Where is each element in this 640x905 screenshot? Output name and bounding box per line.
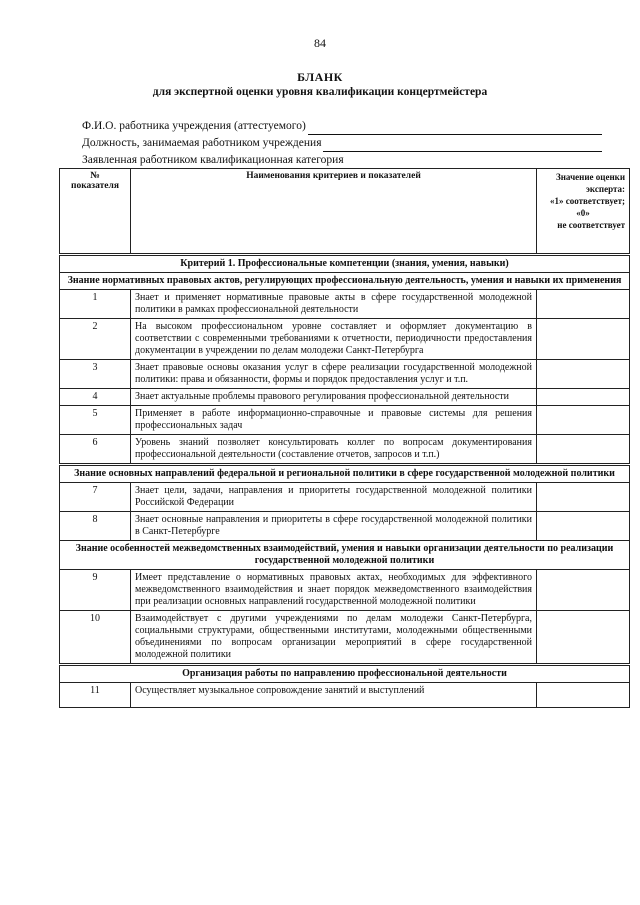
table-row <box>60 435 630 465</box>
row-number: 1 <box>60 290 131 319</box>
row-description: Знает актуальные проблемы правового регулирования профессиональной деятельности <box>131 389 537 406</box>
table-body <box>60 255 630 708</box>
row-description: Осуществляет музыкальное сопровождение занятий и выступлений <box>131 683 537 708</box>
row-value-cell[interactable] <box>537 360 630 389</box>
table-row <box>60 360 630 389</box>
form-title: БЛАНК <box>297 70 343 84</box>
row-description: Взаимодействует с другими учреждениями по делам молодежи Санкт-Петербурга, социальными структурами, общественными институтами, молодежными общественными объединениями по вопросам организации мероприятий в сфере государственной молодежной политики <box>131 611 537 665</box>
header-value-line5: не соответствует <box>557 220 625 230</box>
row-number: 6 <box>60 435 131 465</box>
row-description: Знает правовые основы оказания услуг в сфере реализации государственной молодежной политики: права и обязанности, формы и порядок предоставления услуг и т.п. <box>131 360 537 389</box>
header-number-line2: показателя <box>71 181 119 191</box>
row-value-cell[interactable] <box>537 683 630 708</box>
field-category-label: Заявленная работником квалификационная категория <box>82 154 344 166</box>
row-value-cell[interactable] <box>537 611 630 665</box>
field-fio-label: Ф.И.О. работника учреждения (аттестуемого) <box>82 120 306 132</box>
row-number: 7 <box>60 483 131 512</box>
row-value-cell[interactable] <box>537 512 630 541</box>
row-value-cell[interactable] <box>537 570 630 611</box>
field-position-line[interactable] <box>323 139 602 152</box>
row-number: 11 <box>60 683 131 708</box>
table-row <box>60 512 630 541</box>
group-title: Организация работы по направлению профессиональной деятельности <box>60 665 630 683</box>
table-row <box>60 683 630 708</box>
row-number: 3 <box>60 360 131 389</box>
header-value-line2: эксперта: <box>586 184 625 194</box>
group-row <box>60 273 630 290</box>
row-description: На высоком профессиональном уровне составляет и оформляет документацию в соответствии с современными требованиями к отчетности, периодичности предоставления документации в учреждении по делам молодежи Санкт-Петербурга <box>131 319 537 360</box>
group-title: Знание особенностей межведомственных взаимодействий, умения и навыки организации деятельности по реализации государственной молодежной политики <box>60 541 630 570</box>
row-number: 2 <box>60 319 131 360</box>
header-value-line4: «0» <box>576 208 590 218</box>
field-fio <box>82 118 602 135</box>
table-row <box>60 389 630 406</box>
group-row <box>60 465 630 483</box>
table-row <box>60 611 630 665</box>
row-description: Имеет представление о нормативных правовых актах, необходимых для эффективного межведомственного взаимодействия и знает порядок межведомственного взаимодействия при реализации основных направлений государственной молодежной политики <box>131 570 537 611</box>
row-number: 10 <box>60 611 131 665</box>
row-number: 8 <box>60 512 131 541</box>
row-description: Применяет в работе информационно-справочные и правовые системы для решения профессиональных задач <box>131 406 537 435</box>
header-value-line1: Значение оценки <box>556 172 625 182</box>
form-subtitle: для экспертной оценки уровня квалификации концертмейстера <box>152 86 488 98</box>
table-row <box>60 290 630 319</box>
table-row <box>60 483 630 512</box>
row-description: Знает цели, задачи, направления и приоритеты государственной молодежной политики Российской Федерации <box>131 483 537 512</box>
group-title: Знание нормативных правовых актов, регулирующих профессиональную деятельность, умения и навыки их применения <box>60 273 630 290</box>
row-value-cell[interactable] <box>537 389 630 406</box>
header-number-line1: № <box>90 171 100 181</box>
row-description: Знает и применяет нормативные правовые акты в сфере государственной молодежной политики в рамках профессиональной деятельности <box>131 290 537 319</box>
row-value-cell[interactable] <box>537 406 630 435</box>
criterion-title: Критерий 1. Профессиональные компетенции (знания, умения, навыки) <box>60 255 630 273</box>
row-value-cell[interactable] <box>537 319 630 360</box>
header-fields <box>82 118 602 169</box>
header-name: Наименования критериев и показателей <box>131 169 537 255</box>
field-position <box>82 135 602 152</box>
row-description: Знает основные направления и приоритеты в сфере государственной молодежной политики в Санкт-Петербурге <box>131 512 537 541</box>
field-fio-line[interactable] <box>308 122 602 135</box>
evaluation-table <box>59 168 630 708</box>
row-number: 5 <box>60 406 131 435</box>
table-row <box>60 319 630 360</box>
table-row <box>60 406 630 435</box>
group-row <box>60 665 630 683</box>
row-value-cell[interactable] <box>537 435 630 465</box>
table-header-row <box>60 169 630 255</box>
criterion-row <box>60 255 630 273</box>
row-number: 9 <box>60 570 131 611</box>
header-value-line3: «1» соответствует; <box>549 196 625 206</box>
row-value-cell[interactable] <box>537 290 630 319</box>
header-number <box>60 169 131 255</box>
field-category <box>82 152 602 169</box>
row-value-cell[interactable] <box>537 483 630 512</box>
row-description: Уровень знаний позволяет консультировать коллег по вопросам документирования профессиональной деятельности (составление отчетов, запросов и т.п.) <box>131 435 537 465</box>
header-value <box>537 169 630 255</box>
field-position-label: Должность, занимаемая работником учреждения <box>82 137 322 149</box>
group-row <box>60 541 630 570</box>
table-row <box>60 570 630 611</box>
group-title: Знание основных направлений федеральной и региональной политики в сфере государственной молодежной политики <box>60 465 630 483</box>
page-number: 84 <box>314 36 326 50</box>
row-number: 4 <box>60 389 131 406</box>
